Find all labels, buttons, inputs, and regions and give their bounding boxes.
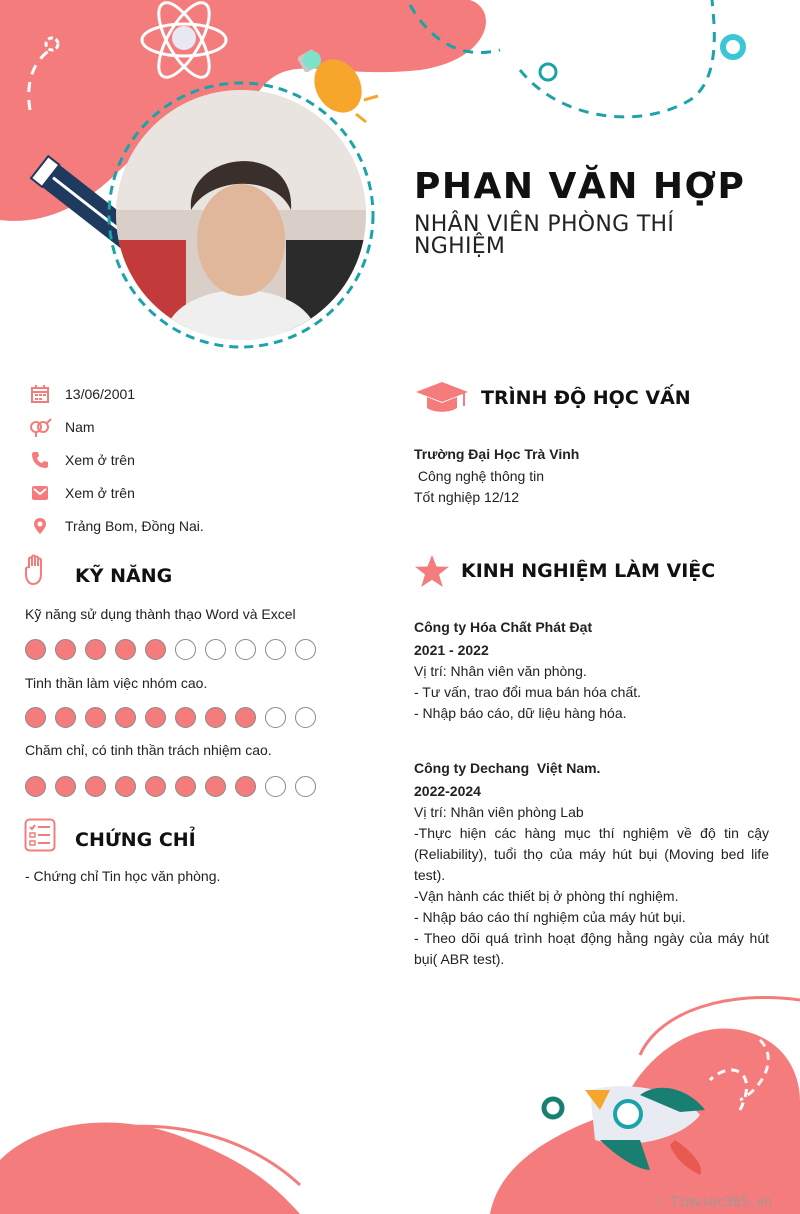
- job-line: -Vận hành các thiết bị ở phòng thí nghiệm.: [414, 888, 679, 904]
- job-company: Công ty Dechang Việt Nam.: [414, 760, 601, 776]
- rating-dot: [205, 707, 226, 728]
- skill-rating: [25, 707, 316, 728]
- rating-dot: [205, 776, 226, 797]
- job-period: 2021 - 2022: [414, 642, 489, 658]
- gender-icon: [28, 415, 52, 439]
- education-major: Công nghệ thông tin: [414, 468, 544, 484]
- job-period: 2022-2024: [414, 783, 481, 799]
- job-line: -Thực hiện các hàng mục thí nghiệm về độ tin cậy (Reliability), tuổi thọ của máy hút bụi (Moving bed life test).: [414, 825, 769, 883]
- graduation-cap-icon: [414, 380, 470, 419]
- rating-dot: [115, 639, 136, 660]
- rating-dot: [115, 707, 136, 728]
- job-line: Vị trí: Nhân viên văn phòng.: [414, 663, 587, 679]
- rating-dot: [55, 707, 76, 728]
- rating-dot: [25, 707, 46, 728]
- experience-title: KINH NGHIỆM LÀM VIỆC: [461, 560, 716, 582]
- rating-dot: [55, 639, 76, 660]
- education-school: Trường Đại Học Trà Vinh: [414, 446, 580, 462]
- contact-gender: Nam: [28, 415, 95, 439]
- rating-dot: [55, 776, 76, 797]
- job-company: Công ty Hóa Chất Phát Đạt: [414, 619, 593, 635]
- skill-label: Tinh thần làm việc nhóm cao.: [25, 675, 208, 691]
- contact-birthday: 13/06/2001: [28, 382, 135, 406]
- rating-dot: [115, 776, 136, 797]
- email-icon: [28, 481, 52, 505]
- rating-dot: [145, 639, 166, 660]
- rating-dot: [85, 639, 106, 660]
- checklist-icon: [24, 818, 56, 857]
- job-line: - Theo dõi quá trình hoạt động hằng ngày của máy hút bụi( ABR test).: [414, 930, 769, 967]
- job-line: Vị trí: Nhân viên phòng Lab: [414, 804, 584, 820]
- rating-dot: [235, 707, 256, 728]
- contact-phone: Xem ở trên: [28, 448, 135, 472]
- job-entry: [414, 758, 769, 970]
- calendar-icon: [28, 382, 52, 406]
- skill-label: Chăm chỉ, có tinh thần trách nhiệm cao.: [25, 742, 272, 758]
- rating-dot: [265, 707, 286, 728]
- skill-rating: [25, 639, 316, 660]
- rating-dot: [85, 707, 106, 728]
- watermark: ∴ Timviec365.vn: [654, 1195, 772, 1210]
- rating-dot: [235, 776, 256, 797]
- rating-dot: [25, 776, 46, 797]
- rating-dot: [145, 707, 166, 728]
- rating-dot: [205, 639, 226, 660]
- job-line: - Tư vấn, trao đổi mua bán hóa chất.: [414, 684, 642, 700]
- certificate-item: - Chứng chỉ Tin học văn phòng.: [25, 868, 221, 884]
- education-graduation: Tốt nghiệp 12/12: [414, 489, 520, 505]
- skill-label: Kỹ năng sử dụng thành thạo Word và Excel: [25, 606, 296, 622]
- certificates-title: CHỨNG CHỈ: [75, 829, 196, 851]
- rating-dot: [175, 639, 196, 660]
- rating-dot: [265, 776, 286, 797]
- profile-photo: [116, 90, 366, 340]
- rating-dot: [235, 639, 256, 660]
- rating-dot: [265, 639, 286, 660]
- rating-dot: [175, 776, 196, 797]
- candidate-name: PHAN VĂN HỢP: [414, 166, 746, 207]
- skills-title: KỸ NĂNG: [75, 565, 173, 587]
- contact-address: Trảng Bom, Đồng Nai.: [28, 514, 204, 538]
- rating-dot: [295, 707, 316, 728]
- location-icon: [28, 514, 52, 538]
- candidate-position: NHÂN VIÊN PHÒNG THÍ NGHIỆM: [414, 212, 675, 259]
- education-title: TRÌNH ĐỘ HỌC VẤN: [481, 387, 691, 409]
- rating-dot: [145, 776, 166, 797]
- phone-icon: [28, 448, 52, 472]
- contact-email: Xem ở trên: [28, 481, 135, 505]
- job-entry: [414, 617, 769, 724]
- skill-rating: [25, 776, 316, 797]
- hand-icon: [24, 554, 48, 591]
- rating-dot: [295, 776, 316, 797]
- rating-dot: [175, 707, 196, 728]
- rating-dot: [85, 776, 106, 797]
- rating-dot: [295, 639, 316, 660]
- job-line: - Nhập báo cáo, dữ liệu hàng hóa.: [414, 705, 627, 721]
- job-line: - Nhập báo cáo thí nghiệm của máy hút bụi.: [414, 909, 686, 925]
- star-icon: [414, 554, 450, 593]
- rating-dot: [25, 639, 46, 660]
